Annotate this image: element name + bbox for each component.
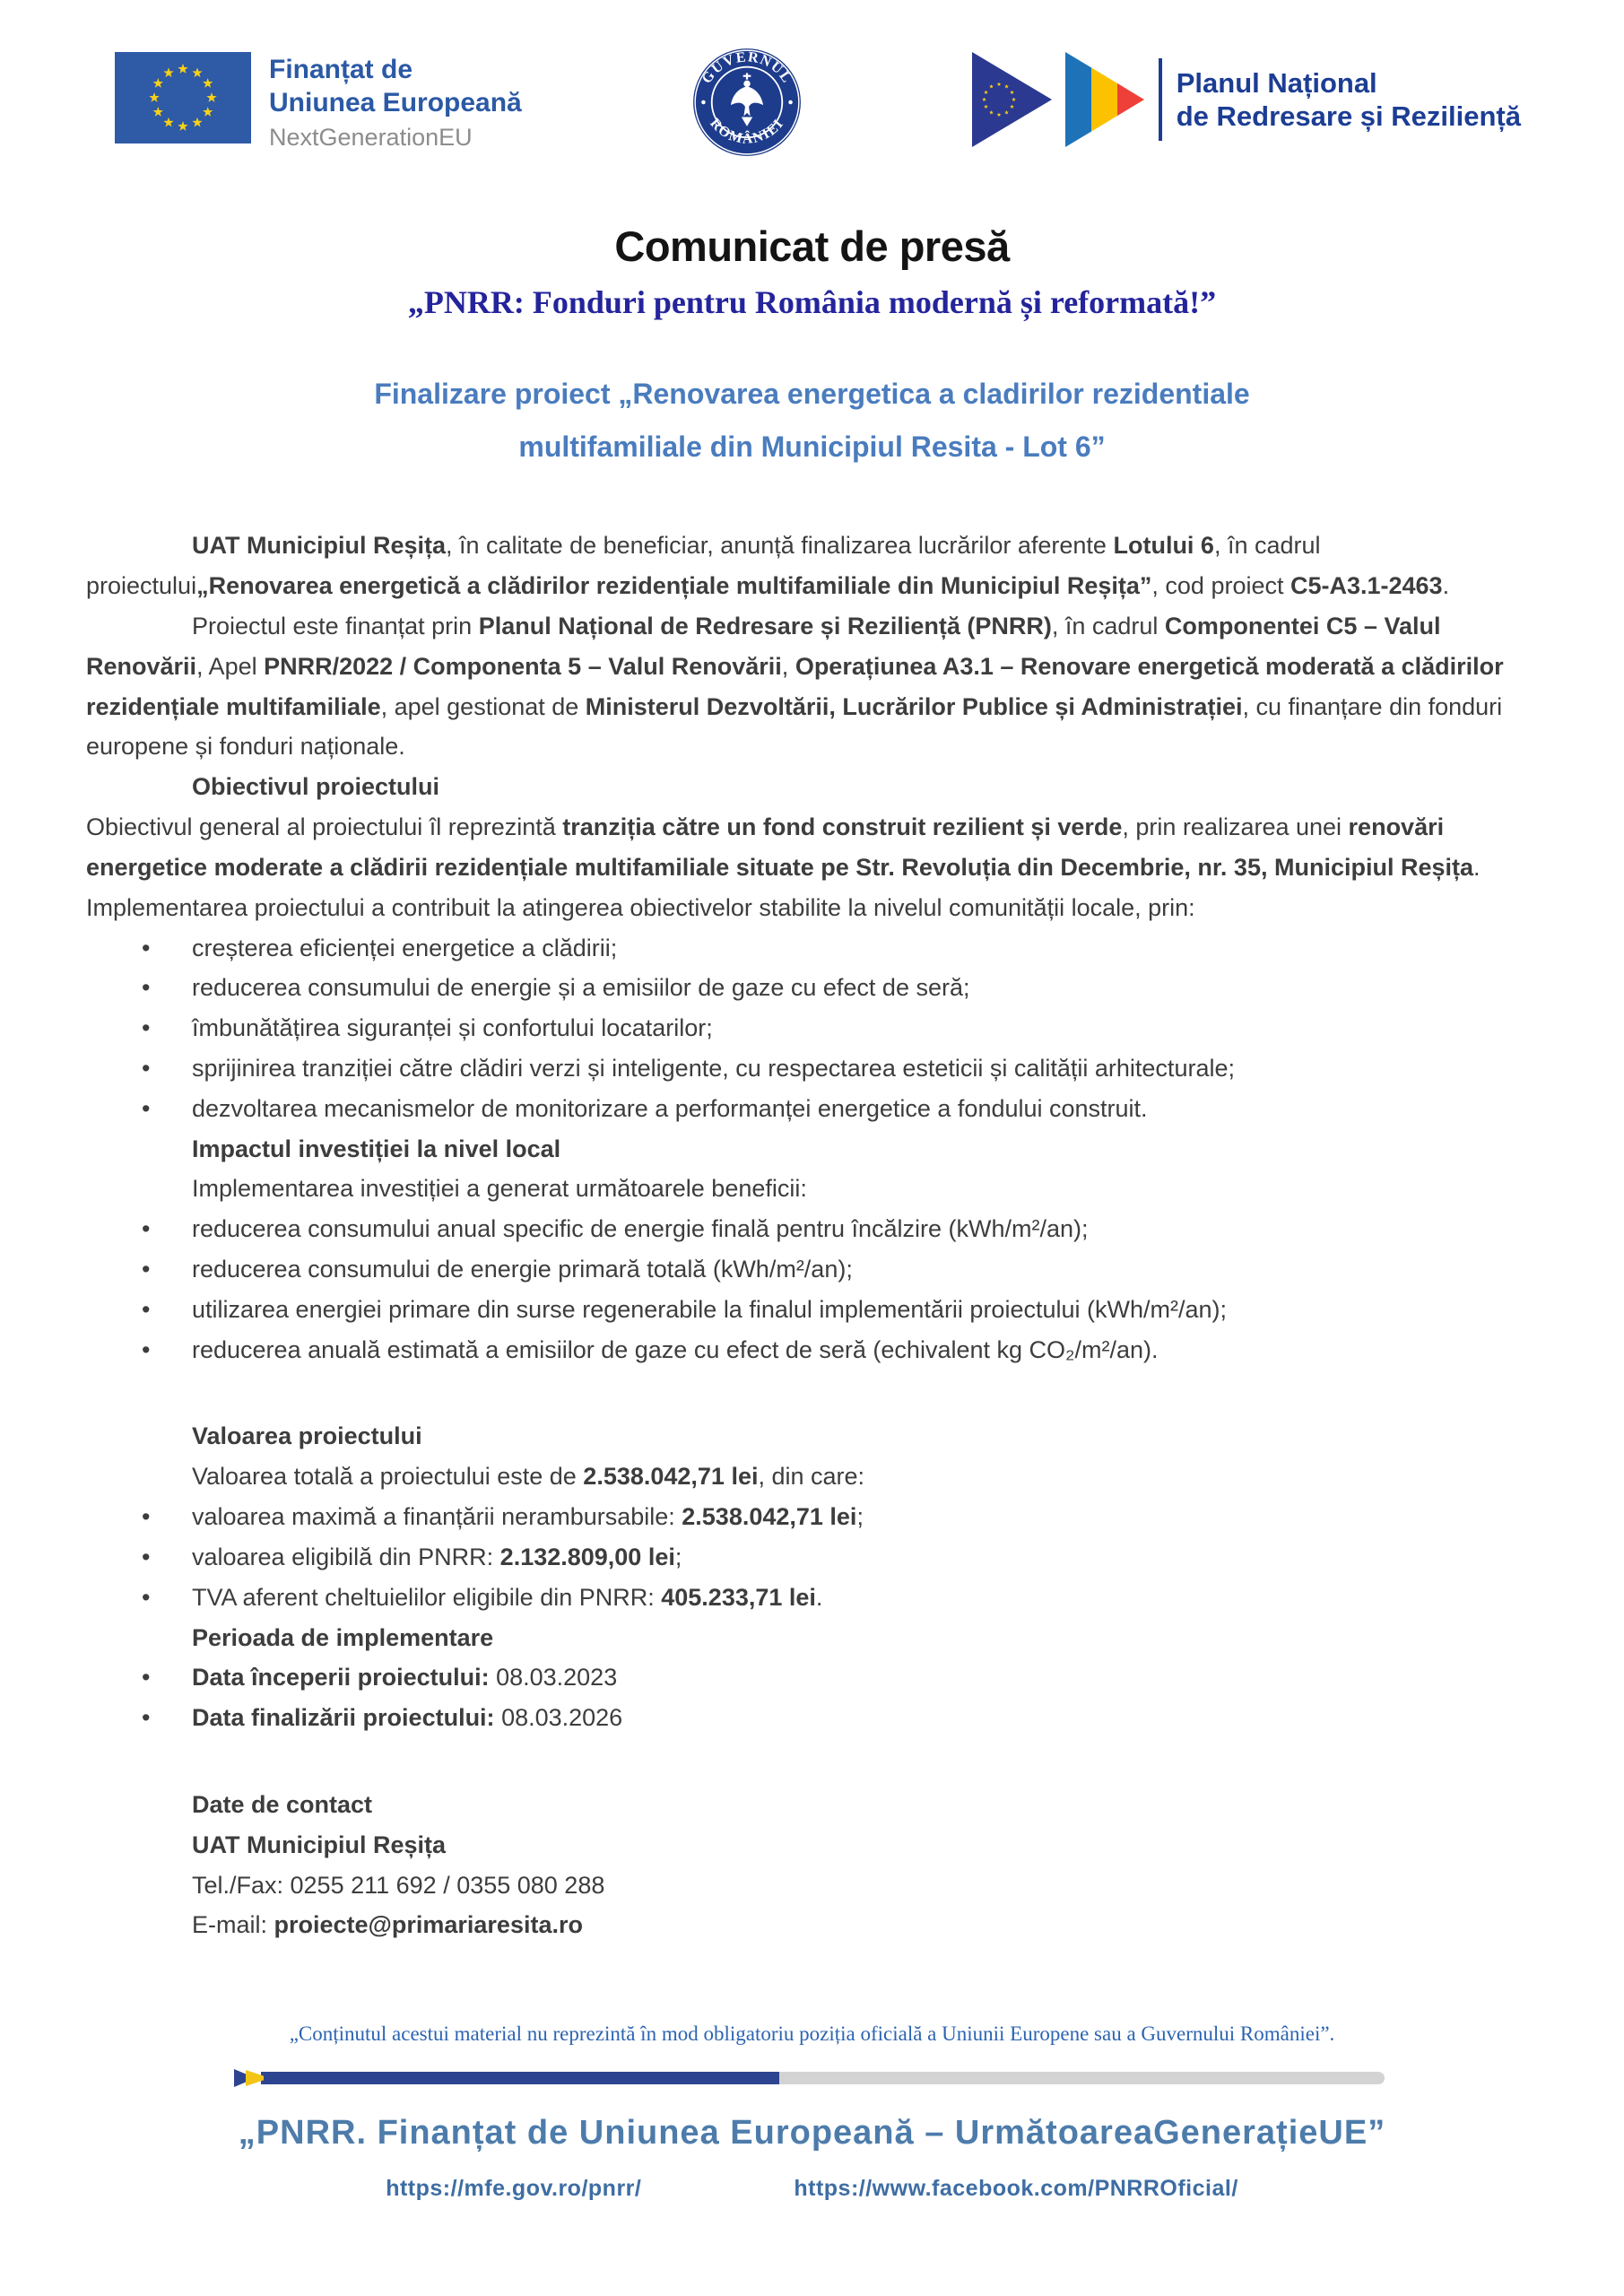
paragraph: Implementarea proiectului a contribuit la atingerea obiectivelor stabilite la nivelul comunității locale, prin: xyxy=(86,893,1195,921)
pnrr-logo-line2: de Redresare și Reziliență xyxy=(1176,100,1521,132)
footer-progress-bar xyxy=(234,2069,1391,2087)
page-title: Comunicat de presă xyxy=(614,222,1010,270)
footer-link-facebook[interactable]: https://www.facebook.com/PNRROficial/ xyxy=(794,2176,1238,2202)
indented-paragraph: Tel./Fax: 0255 211 692 / 0355 080 288 xyxy=(192,1871,605,1899)
spacer xyxy=(86,1370,1538,1416)
list-item: • reducerea consumului de energie primară totală (kWh/m²/an); xyxy=(86,1249,1538,1290)
list-item: • îmbunătățirea siguranței și confortului locatarilor; xyxy=(86,1008,1538,1048)
spacer xyxy=(86,1738,1538,1785)
disclaimer-text: „Conținutul acestui material nu reprezintă în mod obligatoriu poziția oficială a Uniunii Europene sau a Guvernului României”. xyxy=(289,2022,1335,2046)
list-item: • Data începerii proiectului: 08.03.2023 xyxy=(86,1657,1538,1698)
nextgeneration-label: NextGenerationEU xyxy=(269,124,473,152)
indented-paragraph: E-mail: proiecte@primariaresita.ro xyxy=(192,1911,583,1939)
eu-funded-logo xyxy=(115,52,522,152)
eu-funded-logo-text xyxy=(269,52,522,152)
government-seal-icon xyxy=(691,47,803,158)
indented-paragraph: UAT Municipiul Reșița xyxy=(192,1831,447,1858)
pnrr-logo-line1: Planul Național xyxy=(1176,66,1377,99)
list-item: • reducerea consumului de energie și a emisiilor de gaze cu efect de seră; xyxy=(86,968,1538,1008)
list-item: • creșterea eficienței energetice a clădirii; xyxy=(86,928,1538,969)
list-item: • sprijinirea tranziției către clădiri verzi și inteligente, cu respectarea esteticii și calității arhitecturale; xyxy=(86,1048,1538,1089)
list-item: • Data finalizării proiectului: 08.03.2026 xyxy=(86,1698,1538,1738)
section-heading: Impactul investiției la nivel local xyxy=(192,1135,561,1162)
paragraph: Proiectul este finanțat prin Planul Național de Redresare și Reziliență (PNRR), în cadrul Componentei C5 – Valul Renovării, Apel PNRR/2022 / Componenta 5 – Valul Renovării, Operațiunea A3.1 – Renovare energetică moderată a clădirilor rezidențiale multifamiliale, apel gestionat de Ministerul Dezvoltării, Lucrărilor Publice și Administrației, cu finanțare din fonduri europene și fonduri naționale. xyxy=(86,613,1504,761)
paragraph: UAT Municipiul Reșița, în calitate de beneficiar, anunță finalizarea lucrărilor aferente Lotului 6, în cadrul proiectului„Renovarea energetică a clădirilor rezidențiale multifamiliale din Municipiul Reșița”, cod proiect C5-A3.1-2463. xyxy=(86,532,1450,600)
list-item: • reducerea consumului anual specific de energie finală pentru încălzire (kWh/m²/an); xyxy=(86,1209,1538,1249)
seal-text-bottom: ROMÂNIEI xyxy=(706,115,787,147)
indented-paragraph: Implementarea investiției a generat următoarele beneficii: xyxy=(192,1175,807,1203)
eu-funded-line1: Finanțat de xyxy=(269,55,413,84)
pnrr-logo xyxy=(972,52,1521,147)
footer-link-mfe[interactable]: https://mfe.gov.ro/pnrr/ xyxy=(386,2176,642,2202)
footer xyxy=(0,2069,1624,2202)
project-heading-line1: Finalizare proiect „Renovarea energetica a cladirilor rezidentiale xyxy=(374,378,1250,410)
pnrr-logo-text xyxy=(1177,66,1521,133)
section-heading: Perioada de implementare xyxy=(192,1623,494,1651)
list-item: • utilizarea energiei primare din surse regenerabile la finalul implementării proiectului (kWh/m²/an); xyxy=(86,1290,1538,1330)
government-seal xyxy=(691,47,803,162)
footer-links xyxy=(0,2176,1624,2202)
page-subtitle: „PNRR: Fonduri pentru România modernă și reformată!” xyxy=(407,284,1217,320)
list-item: • valoarea maximă a finanțării nerambursabile: 2.538.042,71 lei; xyxy=(86,1497,1538,1537)
pnrr-arrows-icon xyxy=(972,52,1144,147)
header xyxy=(0,0,1624,162)
list-item: • dezvoltarea mecanismelor de monitorizare a performanței energetice a fondului construit. xyxy=(86,1089,1538,1129)
indented-paragraph: Valoarea totală a proiectului este de 2.538.042,71 lei, din care: xyxy=(192,1463,865,1491)
list-item: • TVA aferent cheltuielilor eligibile din PNRR: 405.233,71 lei. xyxy=(86,1578,1538,1618)
section-heading: Valoarea proiectului xyxy=(192,1422,422,1450)
seal-text-top: GUVERNUL xyxy=(699,49,795,87)
section-heading: Date de contact xyxy=(192,1790,373,1818)
footer-slogan: „PNRR. Finanțat de Uniunea Europeană – UrmătoareaGenerațieUE” xyxy=(238,2114,1386,2152)
project-heading xyxy=(0,368,1624,474)
project-heading-line2: multifamiliale din Municipiul Resita - Lot 6” xyxy=(518,430,1106,464)
eu-funded-line2: Uniunea Europeană xyxy=(269,87,522,117)
list-item: • valoarea eligibilă din PNRR: 2.132.809,00 lei; xyxy=(86,1537,1538,1578)
section-heading: Obiectivul proiectului xyxy=(192,773,440,801)
eu-flag-icon xyxy=(115,52,251,144)
pnrr-logo-divider xyxy=(1159,58,1162,141)
document-body xyxy=(86,526,1538,1945)
list-item: • reducerea anuală estimată a emisiilor de gaze cu efect de seră (echivalent kg CO₂/m²/an). xyxy=(86,1330,1538,1370)
paragraph: Obiectivul general al proiectului îl reprezintă tranziția către un fond construit rezilient și verde, prin realizarea unei renovări energetice moderate a clădirii rezidențiale multifamiliale situate pe Str. Revoluția din Decembrie, nr. 35, Municipiul Reșița. xyxy=(86,813,1481,881)
